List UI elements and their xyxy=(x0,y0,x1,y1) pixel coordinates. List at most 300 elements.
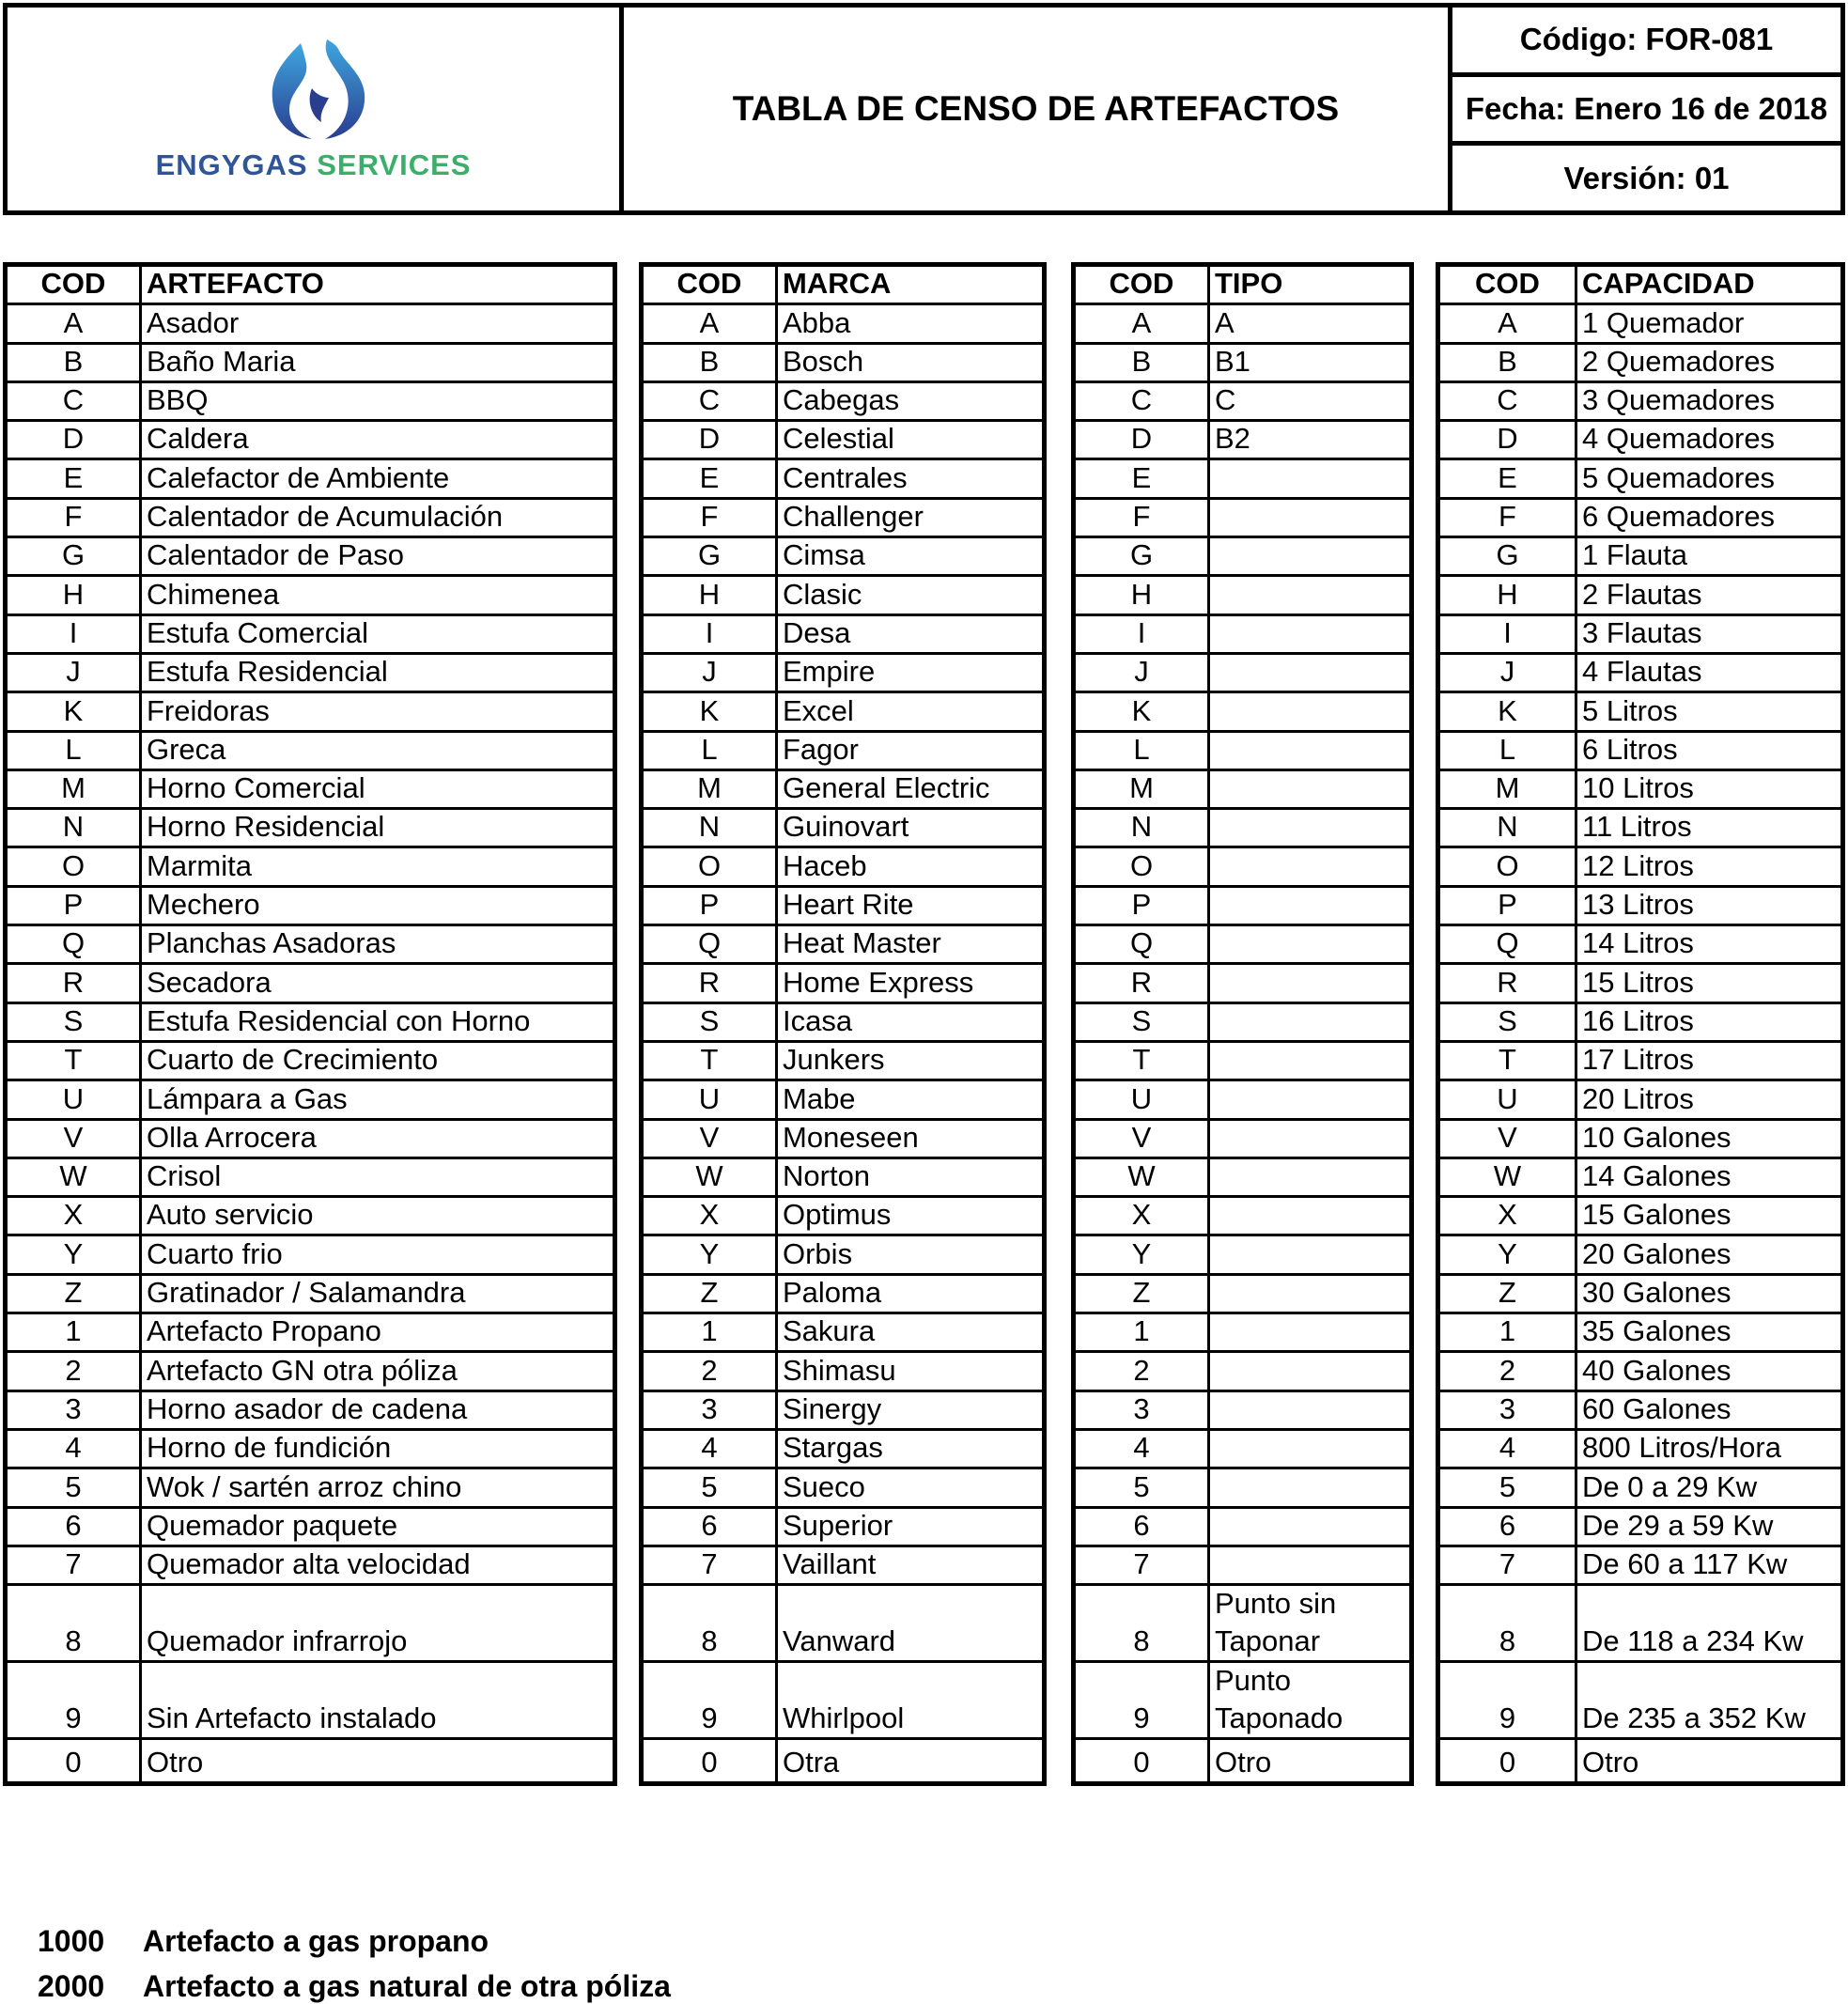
value-cell: Shimasu xyxy=(783,1353,896,1387)
value-cell: Cuarto frio xyxy=(147,1236,283,1270)
table-row xyxy=(1076,1159,1409,1198)
table-row xyxy=(1440,926,1840,965)
code-cell: E xyxy=(699,460,720,494)
value-cell: Paloma xyxy=(783,1276,882,1310)
code-cell: 2 xyxy=(1499,1353,1516,1387)
code-cell: I xyxy=(1137,615,1146,649)
header-label: MARCA xyxy=(783,267,892,301)
table-row xyxy=(1076,383,1409,422)
table-row xyxy=(1076,810,1409,848)
code-cell: H xyxy=(698,577,721,611)
table-row xyxy=(644,1431,1042,1469)
code-cell: 6 xyxy=(701,1508,718,1542)
value-cell: Otro xyxy=(1215,1745,1272,1779)
value-cell: Baño Maria xyxy=(147,344,296,378)
value-cell: Heart Rite xyxy=(783,888,914,922)
note-code: 1000 xyxy=(38,1924,105,1958)
value-cell: General Electric xyxy=(783,771,990,805)
value-cell: Otra xyxy=(783,1745,840,1779)
code-cell: 8 xyxy=(65,1624,82,1658)
code-cell: 2 xyxy=(65,1353,82,1387)
value-cell: 1 Flauta xyxy=(1582,538,1688,572)
code-cell: 7 xyxy=(1133,1547,1150,1581)
table-row xyxy=(8,1198,613,1236)
table-row xyxy=(8,500,613,538)
code-cell: Q xyxy=(1496,926,1519,960)
table-row xyxy=(1440,1198,1840,1236)
code-cell: T xyxy=(1499,1043,1516,1077)
table-row xyxy=(644,1353,1042,1391)
header-label: TIPO xyxy=(1215,267,1283,301)
table-row xyxy=(644,926,1042,965)
code-cell: M xyxy=(1495,771,1520,805)
value-cell: B1 xyxy=(1215,344,1250,378)
note-row xyxy=(38,1924,489,1959)
value-cell: Stargas xyxy=(783,1431,883,1465)
value-cell: 14 Litros xyxy=(1582,926,1694,960)
table-row xyxy=(1440,1081,1840,1120)
code-cell: I xyxy=(1503,615,1512,649)
table-row xyxy=(644,888,1042,926)
code-cell: I xyxy=(705,615,714,649)
value-cell: Norton xyxy=(783,1159,871,1193)
code-cell: 6 xyxy=(1133,1508,1150,1542)
value-cell: Punto Taponado xyxy=(1215,1664,1343,1735)
table-row xyxy=(644,1043,1042,1081)
table-row xyxy=(644,1121,1042,1159)
code-cell: 5 xyxy=(1499,1469,1516,1503)
code-cell: B xyxy=(1498,344,1517,378)
table-row xyxy=(1076,1663,1409,1740)
table-row xyxy=(1076,1392,1409,1431)
table-row xyxy=(8,965,613,1003)
logo-text xyxy=(8,148,619,182)
code-cell: 1 xyxy=(701,1314,718,1348)
value-cell: Guinovart xyxy=(783,810,909,844)
value-cell: Punto sin Taponar xyxy=(1215,1587,1337,1658)
value-cell: Wok / sartén arroz chino xyxy=(147,1469,462,1503)
code-cell: Y xyxy=(63,1236,84,1270)
value-cell: Abba xyxy=(783,305,851,339)
value-cell: Secadora xyxy=(147,965,272,999)
table-row xyxy=(8,693,613,732)
code-cell: P xyxy=(1498,888,1517,922)
table-row xyxy=(1076,305,1409,344)
code-cell: 1 xyxy=(65,1314,82,1348)
code-cell: Y xyxy=(1498,1236,1517,1270)
code-cell: U xyxy=(62,1081,85,1115)
code-cell: T xyxy=(700,1043,719,1077)
code-cell: 4 xyxy=(1133,1431,1150,1465)
value-cell: De 0 a 29 Kw xyxy=(1582,1469,1758,1503)
code-cell: P xyxy=(1131,888,1152,922)
code-cell: K xyxy=(63,693,84,727)
note-code: 2000 xyxy=(38,1969,105,2003)
value-cell: Auto servicio xyxy=(147,1198,314,1232)
artefacto-table xyxy=(3,262,617,1786)
code-cell: E xyxy=(1131,460,1152,494)
code-cell: K xyxy=(1498,693,1517,727)
value-cell: 4 Quemadores xyxy=(1582,422,1776,456)
code-cell: 8 xyxy=(1499,1624,1516,1658)
code-cell: Z xyxy=(1499,1276,1516,1310)
marca-table xyxy=(639,262,1047,1786)
code-cell: P xyxy=(63,888,84,922)
code-cell: J xyxy=(66,655,81,689)
table-row xyxy=(1440,345,1840,383)
value-cell: Cimsa xyxy=(783,538,865,572)
table-row xyxy=(1440,1237,1840,1276)
code-cell: F xyxy=(700,500,719,534)
value-cell: Estufa Residencial xyxy=(147,655,388,689)
code-cell: T xyxy=(64,1043,83,1077)
value-cell: Estufa Residencial con Horno xyxy=(147,1003,531,1037)
code-cell: C xyxy=(698,383,721,417)
table-row xyxy=(1440,1469,1840,1508)
table-row xyxy=(1440,616,1840,655)
value-cell: 1 Quemador xyxy=(1582,305,1745,339)
meta-cell xyxy=(1452,8,1840,210)
code-cell: O xyxy=(1129,848,1154,882)
table-row xyxy=(644,693,1042,732)
value-cell: Calentador de Acumulación xyxy=(147,500,504,534)
code-cell: L xyxy=(65,732,82,766)
value-cell: Estufa Comercial xyxy=(147,615,369,649)
value-cell: De 29 a 59 Kw xyxy=(1582,1508,1774,1542)
code-cell: C xyxy=(1130,383,1153,417)
table-row xyxy=(1076,1081,1409,1120)
table-row xyxy=(8,1159,613,1198)
header-cod: COD xyxy=(40,267,106,301)
table-row xyxy=(644,616,1042,655)
code-cell: N xyxy=(1130,810,1153,844)
code-cell: N xyxy=(62,810,85,844)
document-title: TABLA DE CENSO DE ARTEFACTOS xyxy=(732,89,1340,128)
table-row xyxy=(8,1431,613,1469)
table-row xyxy=(8,1237,613,1276)
code-cell: R xyxy=(1497,965,1518,999)
value-cell: Fagor xyxy=(783,732,859,766)
title-cell xyxy=(624,8,1452,210)
value-cell: C xyxy=(1215,383,1236,417)
value-cell: Sinergy xyxy=(783,1391,882,1425)
value-cell: Junkers xyxy=(783,1043,885,1077)
code-cell: B xyxy=(699,344,720,378)
value-cell: Haceb xyxy=(783,848,867,882)
table-row xyxy=(8,1043,613,1081)
value-cell: Cuarto de Crecimiento xyxy=(147,1043,439,1077)
value-cell: 17 Litros xyxy=(1582,1043,1694,1077)
code-cell: 7 xyxy=(1499,1547,1516,1581)
code-cell: F xyxy=(1499,500,1516,534)
code-cell: L xyxy=(1133,732,1150,766)
table-row xyxy=(644,577,1042,615)
code-cell: R xyxy=(698,965,721,999)
table-header-row xyxy=(644,267,1042,305)
code-cell: 9 xyxy=(701,1701,718,1735)
code-cell: Z xyxy=(1132,1276,1151,1310)
value-cell: 800 Litros/Hora xyxy=(1582,1431,1781,1465)
table-row xyxy=(1440,577,1840,615)
code-cell: 5 xyxy=(65,1469,82,1503)
code-cell: U xyxy=(1497,1081,1518,1115)
code-cell: C xyxy=(62,383,85,417)
table-row xyxy=(8,1004,613,1043)
table-row xyxy=(1076,1043,1409,1081)
table-row xyxy=(644,1663,1042,1740)
header-cod: COD xyxy=(1109,267,1174,301)
value-cell: Olla Arrocera xyxy=(147,1120,317,1154)
fecha-label: Fecha: Enero 16 de 2018 xyxy=(1452,72,1840,142)
value-cell: 11 Litros xyxy=(1582,810,1692,844)
code-cell: G xyxy=(61,538,85,572)
note-text: Artefacto a gas natural de otra póliza xyxy=(143,1969,671,2003)
value-cell: Quemador alta velocidad xyxy=(147,1547,471,1581)
table-row xyxy=(644,422,1042,460)
table-row xyxy=(644,1081,1042,1120)
code-cell: M xyxy=(697,771,722,805)
table-row xyxy=(644,1740,1042,1781)
code-cell: G xyxy=(1496,538,1519,572)
table-row xyxy=(1076,926,1409,965)
value-cell: Whirlpool xyxy=(783,1701,905,1735)
value-cell: Artefacto GN otra póliza xyxy=(147,1353,458,1387)
code-cell: A xyxy=(63,305,84,339)
table-row xyxy=(8,1740,613,1781)
table-row xyxy=(1440,1392,1840,1431)
table-row xyxy=(1440,1314,1840,1353)
code-cell: V xyxy=(63,1120,84,1154)
table-row xyxy=(644,733,1042,771)
table-row xyxy=(1440,1121,1840,1159)
value-cell: Centrales xyxy=(783,460,908,494)
value-cell: Heat Master xyxy=(783,926,941,960)
table-row xyxy=(8,1547,613,1586)
table-row xyxy=(644,1276,1042,1314)
code-cell: L xyxy=(701,732,718,766)
value-cell: 40 Galones xyxy=(1582,1353,1732,1387)
code-cell: W xyxy=(1127,1159,1156,1193)
value-cell: 15 Litros xyxy=(1582,965,1694,999)
table-row xyxy=(1076,1586,1409,1663)
table-row xyxy=(644,655,1042,693)
code-cell: 2 xyxy=(1133,1353,1150,1387)
table-row xyxy=(644,1469,1042,1508)
code-cell: 1 xyxy=(1499,1314,1516,1348)
table-row xyxy=(1076,849,1409,888)
value-cell: 60 Galones xyxy=(1582,1391,1732,1425)
code-cell: D xyxy=(1497,422,1518,456)
value-cell: Cabegas xyxy=(783,383,900,417)
value-cell: 10 Galones xyxy=(1582,1120,1732,1154)
code-cell: D xyxy=(698,422,721,456)
value-cell: 30 Galones xyxy=(1582,1276,1732,1310)
code-cell: 9 xyxy=(1499,1701,1516,1735)
logo-word-2: SERVICES xyxy=(317,148,472,181)
code-cell: X xyxy=(699,1198,720,1232)
table-row xyxy=(8,888,613,926)
code-cell: 6 xyxy=(65,1508,82,1542)
code-cell: H xyxy=(1497,577,1518,611)
code-cell: 3 xyxy=(1499,1391,1516,1425)
code-cell: J xyxy=(1134,655,1149,689)
value-cell: Horno Comercial xyxy=(147,771,365,805)
value-cell: 10 Litros xyxy=(1582,771,1694,805)
table-row xyxy=(1076,1198,1409,1236)
value-cell: 35 Galones xyxy=(1582,1314,1732,1348)
table-row xyxy=(644,1509,1042,1547)
note-text: Artefacto a gas propano xyxy=(143,1924,489,1958)
value-cell: 6 Litros xyxy=(1582,732,1678,766)
table-row xyxy=(1076,1276,1409,1314)
table-row xyxy=(1076,422,1409,460)
code-cell: P xyxy=(699,888,720,922)
table-row xyxy=(8,926,613,965)
table-row xyxy=(1076,888,1409,926)
code-cell: E xyxy=(63,460,84,494)
value-cell: Calefactor de Ambiente xyxy=(147,460,450,494)
code-cell: W xyxy=(59,1159,87,1193)
table-row xyxy=(1440,733,1840,771)
code-cell: 4 xyxy=(701,1431,718,1465)
code-cell: X xyxy=(1131,1198,1152,1232)
code-cell: O xyxy=(61,848,85,882)
table-header-row xyxy=(1076,267,1409,305)
value-cell: Caldera xyxy=(147,422,249,456)
code-cell: F xyxy=(64,500,83,534)
tipo-table xyxy=(1071,262,1414,1786)
value-cell: Orbis xyxy=(783,1236,853,1270)
code-cell: Z xyxy=(700,1276,719,1310)
header-label: ARTEFACTO xyxy=(147,267,324,301)
table-row xyxy=(1076,1121,1409,1159)
table-row xyxy=(1076,1237,1409,1276)
table-row xyxy=(1440,1547,1840,1586)
code-cell: N xyxy=(698,810,721,844)
table-row xyxy=(1440,383,1840,422)
value-cell: 16 Litros xyxy=(1582,1003,1694,1037)
code-cell: A xyxy=(1498,305,1517,339)
version-label: Versión: 01 xyxy=(1452,141,1840,210)
table-row xyxy=(644,1198,1042,1236)
value-cell: De 118 a 234 Kw xyxy=(1582,1624,1804,1658)
value-cell: B2 xyxy=(1215,422,1250,456)
code-cell: Q xyxy=(697,926,722,960)
code-cell: V xyxy=(1131,1120,1152,1154)
table-row xyxy=(1440,305,1840,344)
code-cell: 0 xyxy=(701,1745,718,1779)
code-cell: I xyxy=(69,615,78,649)
table-row xyxy=(1440,888,1840,926)
table-row xyxy=(644,1004,1042,1043)
table-row xyxy=(644,1586,1042,1663)
table-row xyxy=(1440,810,1840,848)
value-cell: Sin Artefacto instalado xyxy=(147,1701,437,1735)
document-header xyxy=(3,3,1845,215)
value-cell: Greca xyxy=(147,732,226,766)
value-cell: Planchas Asadoras xyxy=(147,926,396,960)
table-row xyxy=(1076,538,1409,577)
code-cell: X xyxy=(1498,1198,1517,1232)
table-row xyxy=(1440,1431,1840,1469)
value-cell: Bosch xyxy=(783,344,864,378)
value-cell: Desa xyxy=(783,615,851,649)
code-cell: O xyxy=(697,848,722,882)
code-cell: A xyxy=(1131,305,1152,339)
code-cell: 4 xyxy=(65,1431,82,1465)
code-cell: N xyxy=(1497,810,1518,844)
header-cod: COD xyxy=(1475,267,1540,301)
code-cell: B xyxy=(63,344,84,378)
table-row xyxy=(644,461,1042,500)
table-row xyxy=(644,849,1042,888)
value-cell: Celestial xyxy=(783,422,894,456)
table-row xyxy=(644,810,1042,848)
table-row xyxy=(1440,1586,1840,1663)
value-cell: Otro xyxy=(147,1745,204,1779)
code-cell: 7 xyxy=(701,1547,718,1581)
code-cell: 1 xyxy=(1133,1314,1150,1348)
value-cell: Quemador infrarrojo xyxy=(147,1624,408,1658)
code-cell: S xyxy=(699,1003,720,1037)
value-cell: Home Express xyxy=(783,965,974,999)
table-row xyxy=(1076,693,1409,732)
code-cell: V xyxy=(1498,1120,1517,1154)
table-row xyxy=(1076,655,1409,693)
value-cell: Artefacto Propano xyxy=(147,1314,381,1348)
table-row xyxy=(1076,733,1409,771)
code-cell: 0 xyxy=(65,1745,82,1779)
code-cell: 0 xyxy=(1133,1745,1150,1779)
table-row xyxy=(8,655,613,693)
table-row xyxy=(8,1081,613,1120)
table-row xyxy=(8,616,613,655)
code-cell: 3 xyxy=(1133,1391,1150,1425)
code-cell: R xyxy=(62,965,85,999)
table-row xyxy=(1440,1043,1840,1081)
value-cell: Sakura xyxy=(783,1314,876,1348)
table-row xyxy=(8,1121,613,1159)
code-cell: H xyxy=(62,577,85,611)
code-cell: B xyxy=(1131,344,1152,378)
value-cell: Excel xyxy=(783,693,854,727)
table-row xyxy=(644,965,1042,1003)
value-cell: Sueco xyxy=(783,1469,865,1503)
table-row xyxy=(8,1276,613,1314)
code-cell: X xyxy=(63,1198,84,1232)
code-cell: S xyxy=(63,1003,84,1037)
code-cell: T xyxy=(1132,1043,1151,1077)
value-cell: Mechero xyxy=(147,888,260,922)
code-cell: 5 xyxy=(701,1469,718,1503)
value-cell: Horno asador de cadena xyxy=(147,1391,468,1425)
table-row xyxy=(1440,1159,1840,1198)
value-cell: De 235 a 352 Kw xyxy=(1582,1701,1806,1735)
table-row xyxy=(1076,1547,1409,1586)
table-row xyxy=(1440,693,1840,732)
code-cell: F xyxy=(1132,500,1151,534)
table-row xyxy=(1440,1663,1840,1740)
code-cell: Q xyxy=(61,926,85,960)
value-cell: Gratinador / Salamandra xyxy=(147,1276,466,1310)
value-cell: A xyxy=(1215,305,1235,339)
table-row xyxy=(1076,1509,1409,1547)
code-cell: S xyxy=(1498,1003,1517,1037)
value-cell: Horno de fundición xyxy=(147,1431,392,1465)
code-cell: 9 xyxy=(65,1701,82,1735)
table-row xyxy=(8,1392,613,1431)
code-cell: H xyxy=(1130,577,1153,611)
